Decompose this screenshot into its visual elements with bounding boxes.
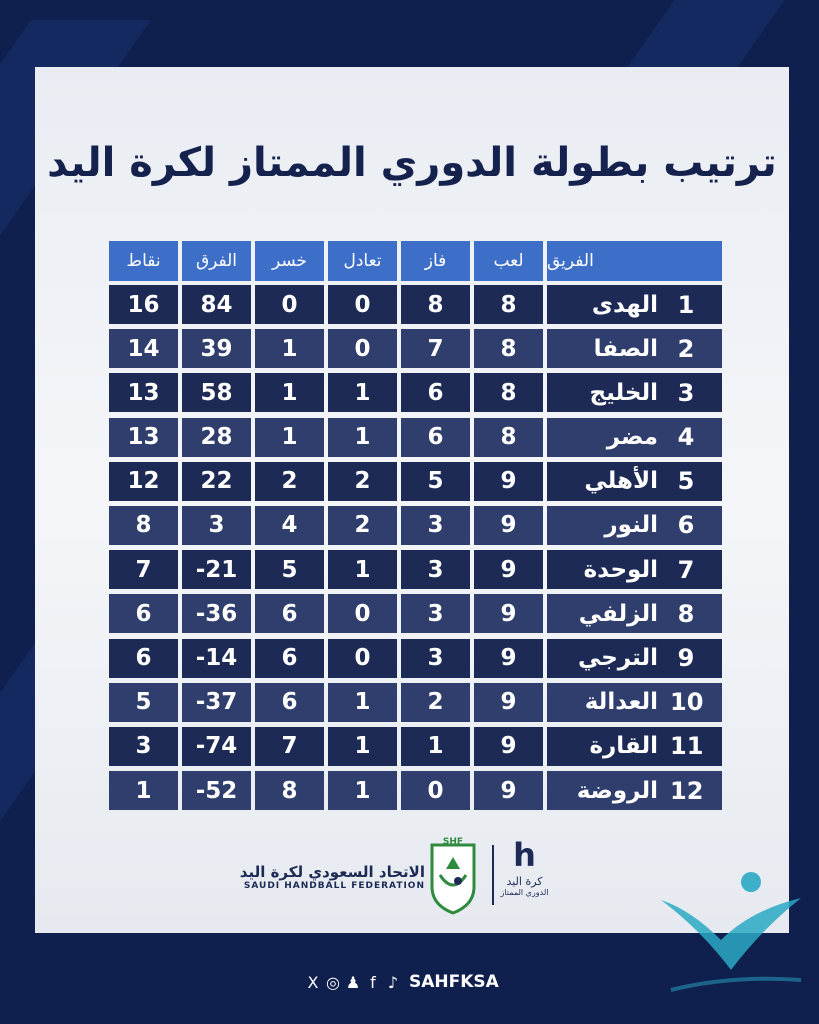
cell-won: 6 (401, 418, 470, 457)
cell-points: 14 (109, 329, 178, 368)
cell-drawn: 1 (328, 683, 397, 722)
team-name: الأهلي (584, 468, 658, 495)
cell-played: 9 (474, 462, 543, 501)
table-row (103, 462, 722, 501)
league-logo-line1: كرة اليد (506, 875, 543, 888)
cell-diff: -14 (182, 639, 251, 678)
federation-shield-logo (428, 835, 478, 915)
team-name: الخليج (589, 379, 658, 406)
footer-logos (215, 835, 549, 920)
cell-played: 9 (474, 771, 543, 810)
header-drawn: تعادل (328, 241, 397, 281)
header-points: نقاط (109, 241, 178, 281)
cell-diff: 28 (182, 418, 251, 457)
newspaper-watermark-logo (651, 860, 811, 1020)
cell-diff: -21 (182, 550, 251, 589)
cell-played: 9 (474, 727, 543, 766)
team-cell (547, 329, 722, 368)
cell-won: 3 (401, 506, 470, 545)
cell-played: 9 (474, 683, 543, 722)
cell-lost: 6 (255, 594, 324, 633)
cell-points: 6 (109, 594, 178, 633)
cell-points: 16 (109, 285, 178, 324)
team-rank: 1 (677, 290, 695, 319)
team-cell (547, 639, 722, 678)
team-cell (547, 550, 722, 589)
cell-played: 9 (474, 639, 543, 678)
table-row (103, 771, 722, 810)
cell-drawn: 0 (328, 594, 397, 633)
cell-diff: 22 (182, 462, 251, 501)
cell-lost: 6 (255, 683, 324, 722)
header-lost: خسر (255, 241, 324, 281)
cell-won: 7 (401, 329, 470, 368)
table-row (103, 285, 722, 324)
cell-lost: 7 (255, 727, 324, 766)
cell-drawn: 0 (328, 639, 397, 678)
header-team: الفريق (547, 241, 722, 281)
cell-diff: -52 (182, 771, 251, 810)
federation-logo-text: SHF (442, 837, 464, 847)
cell-played: 9 (474, 594, 543, 633)
league-logo (497, 835, 552, 920)
cell-played: 9 (474, 506, 543, 545)
cell-drawn: 2 (328, 462, 397, 501)
cell-drawn: 1 (328, 727, 397, 766)
cell-points: 6 (109, 639, 178, 678)
cell-drawn: 1 (328, 550, 397, 589)
table-header (103, 241, 722, 281)
cell-diff: -37 (182, 683, 251, 722)
team-rank: 12 (670, 776, 704, 805)
table-row (103, 639, 722, 678)
team-name: مضر (606, 424, 658, 451)
team-rank: 9 (677, 644, 695, 672)
table-row (103, 329, 722, 368)
table-row (103, 594, 722, 633)
table-row (103, 418, 722, 457)
cell-diff: 39 (182, 329, 251, 368)
cell-lost: 1 (255, 373, 324, 412)
cell-points: 13 (109, 418, 178, 457)
cell-points: 8 (109, 506, 178, 545)
table-body (103, 285, 722, 810)
cell-lost: 4 (255, 506, 324, 545)
cell-played: 8 (474, 373, 543, 412)
cell-points: 12 (109, 462, 178, 501)
table-row (103, 727, 722, 766)
table-row (103, 550, 722, 589)
cell-lost: 1 (255, 329, 324, 368)
team-rank: 10 (670, 688, 704, 717)
cell-lost: 6 (255, 639, 324, 678)
cell-won: 8 (401, 285, 470, 324)
team-rank: 6 (677, 511, 695, 540)
team-name: الروضة (576, 777, 658, 804)
cell-drawn: 1 (328, 373, 397, 412)
x-icon[interactable]: X (307, 972, 319, 992)
cell-points: 3 (109, 727, 178, 766)
league-logo-mark: h (513, 836, 536, 874)
social-handle[interactable]: SAHFKSA (409, 972, 499, 992)
header-won: فاز (401, 241, 470, 281)
cell-points: 5 (109, 683, 178, 722)
cell-played: 9 (474, 550, 543, 589)
cell-won: 3 (401, 639, 470, 678)
team-rank: 8 (677, 599, 695, 628)
team-rank: 5 (677, 467, 695, 496)
cell-diff: 3 (182, 506, 251, 545)
cell-played: 8 (474, 285, 543, 324)
team-cell (547, 418, 722, 457)
cell-won: 2 (401, 683, 470, 722)
table-row (103, 373, 722, 412)
team-name: العدالة (584, 689, 658, 716)
team-name: القارة (589, 733, 658, 760)
team-rank: 7 (677, 555, 695, 584)
cell-played: 8 (474, 329, 543, 368)
cell-lost: 8 (255, 771, 324, 810)
snapchat-icon[interactable]: ♟ (345, 972, 361, 992)
team-name: الزلفي (578, 600, 658, 627)
header-played: لعب (474, 241, 543, 281)
cell-won: 5 (401, 462, 470, 501)
league-logo-line2: الدوري الممتاز (500, 888, 549, 897)
team-name: الوحدة (583, 556, 658, 583)
cell-drawn: 1 (328, 771, 397, 810)
cell-diff: -36 (182, 594, 251, 633)
cell-lost: 1 (255, 418, 324, 457)
cell-won: 3 (401, 594, 470, 633)
team-name: الصفا (593, 335, 658, 362)
cell-points: 1 (109, 771, 178, 810)
cell-lost: 0 (255, 285, 324, 324)
table-row (103, 683, 722, 722)
page-title: ترتيب بطولة الدوري الممتاز لكرة اليد (47, 140, 777, 186)
cell-won: 1 (401, 727, 470, 766)
cell-drawn: 0 (328, 329, 397, 368)
header-diff: الفرق (182, 241, 251, 281)
cell-lost: 5 (255, 550, 324, 589)
team-cell (547, 771, 722, 810)
cell-points: 7 (109, 550, 178, 589)
instagram-icon[interactable]: ◎ (326, 972, 340, 992)
federation-name-english: SAUDI HANDBALL FEDERATION (243, 881, 425, 891)
team-cell (547, 373, 722, 412)
team-name: الهدى (591, 291, 658, 318)
cell-played: 8 (474, 418, 543, 457)
cell-won: 3 (401, 550, 470, 589)
standings-table (103, 241, 722, 815)
social-bar (305, 968, 499, 996)
cell-won: 6 (401, 373, 470, 412)
cell-diff: 84 (182, 285, 251, 324)
cell-drawn: 2 (328, 506, 397, 545)
team-rank: 11 (670, 732, 704, 761)
tiktok-icon[interactable]: ♪ (387, 972, 399, 992)
table-row (103, 506, 722, 545)
team-name: الترجي (577, 645, 658, 671)
cell-points: 13 (109, 373, 178, 412)
cell-diff: -74 (182, 727, 251, 766)
team-cell (547, 285, 722, 324)
cell-drawn: 0 (328, 285, 397, 324)
team-rank: 4 (677, 423, 695, 452)
facebook-icon[interactable]: f (370, 972, 376, 992)
cell-lost: 2 (255, 462, 324, 501)
cell-won: 0 (401, 771, 470, 810)
team-cell (547, 594, 722, 633)
federation-name-arabic: الاتحاد السعودي لكرة اليد (239, 863, 425, 881)
cell-drawn: 1 (328, 418, 397, 457)
team-cell (547, 683, 722, 722)
federation-name (240, 863, 425, 891)
team-name: النور (604, 512, 658, 539)
logo-separator (492, 845, 494, 905)
team-cell (547, 462, 722, 501)
cell-diff: 58 (182, 373, 251, 412)
team-rank: 2 (677, 334, 695, 363)
team-cell (547, 727, 722, 766)
team-rank: 3 (677, 378, 695, 407)
team-cell (547, 506, 722, 545)
